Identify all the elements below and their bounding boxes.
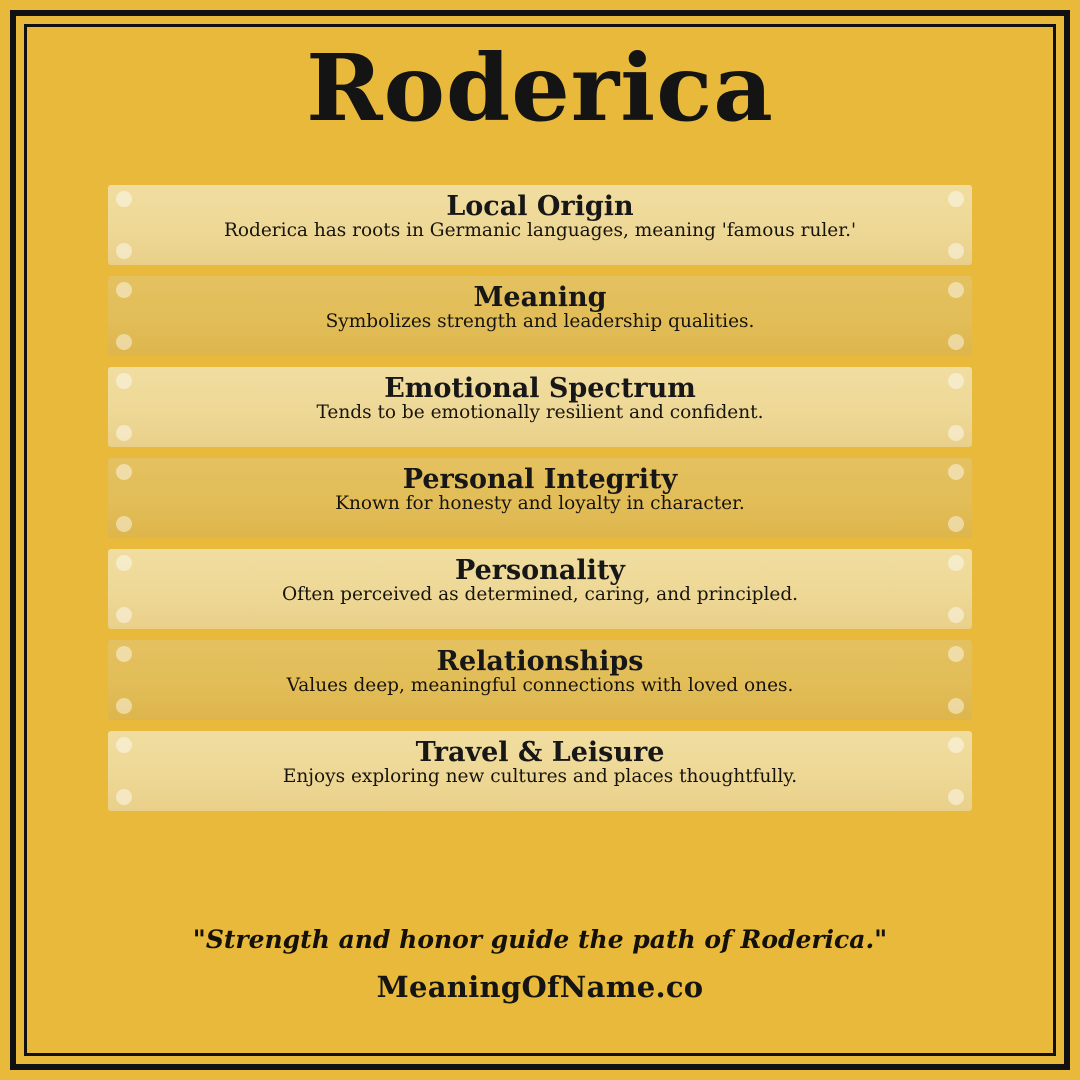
attribute-card-description: Known for honesty and loyalty in character. xyxy=(335,492,745,514)
bolt-icon xyxy=(116,425,132,441)
attribute-card-title: Personal Integrity xyxy=(402,463,678,495)
attribute-card-description: Values deep, meaningful connections with loved ones. xyxy=(286,674,794,696)
attribute-card-description: Enjoys exploring new cultures and places thoughtfully. xyxy=(282,765,798,787)
bolt-icon xyxy=(116,243,132,259)
poster-content xyxy=(40,34,1040,1040)
bolt-icon xyxy=(948,243,964,259)
bolt-icon xyxy=(948,789,964,805)
attribute-card xyxy=(108,367,972,447)
bolt-icon xyxy=(948,334,964,350)
attribute-card-body xyxy=(108,458,972,514)
bolt-icon xyxy=(116,607,132,623)
bolt-icon xyxy=(116,698,132,714)
bolt-icon xyxy=(948,425,964,441)
attribute-card-body xyxy=(108,367,972,423)
bolt-icon xyxy=(948,698,964,714)
page-title: Roderica xyxy=(306,34,774,142)
attribute-card-body xyxy=(108,276,972,332)
bolt-icon xyxy=(116,516,132,532)
footer xyxy=(40,925,1040,1004)
attribute-card xyxy=(108,458,972,538)
tagline-quote: "Strength and honor guide the path of Roderica." xyxy=(192,925,888,954)
attribute-card xyxy=(108,731,972,811)
attribute-card-body xyxy=(108,185,972,241)
attribute-card-title: Personality xyxy=(455,554,625,586)
attribute-card-description: Roderica has roots in Germanic languages, meaning 'famous ruler.' xyxy=(223,219,857,241)
bolt-icon xyxy=(948,607,964,623)
bolt-icon xyxy=(948,516,964,532)
attribute-card-title: Emotional Spectrum xyxy=(384,372,696,404)
brand-name: MeaningOfName.co xyxy=(376,970,704,1004)
bolt-icon xyxy=(116,789,132,805)
attribute-card-title: Relationships xyxy=(436,645,644,677)
attribute-card-title: Meaning xyxy=(473,281,607,313)
attribute-card-body xyxy=(108,549,972,605)
attribute-card-list xyxy=(40,185,1040,811)
attribute-card xyxy=(108,185,972,265)
attribute-card-description: Tends to be emotionally resilient and confident. xyxy=(316,401,764,423)
attribute-card xyxy=(108,640,972,720)
attribute-card xyxy=(108,276,972,356)
attribute-card-description: Symbolizes strength and leadership qualities. xyxy=(325,310,755,332)
attribute-card-description: Often perceived as determined, caring, and principled. xyxy=(281,583,799,605)
attribute-card-title: Local Origin xyxy=(446,190,634,222)
attribute-card-body xyxy=(108,640,972,696)
bolt-icon xyxy=(116,334,132,350)
attribute-card xyxy=(108,549,972,629)
attribute-card-title: Travel & Leisure xyxy=(415,736,665,768)
attribute-card-body xyxy=(108,731,972,787)
